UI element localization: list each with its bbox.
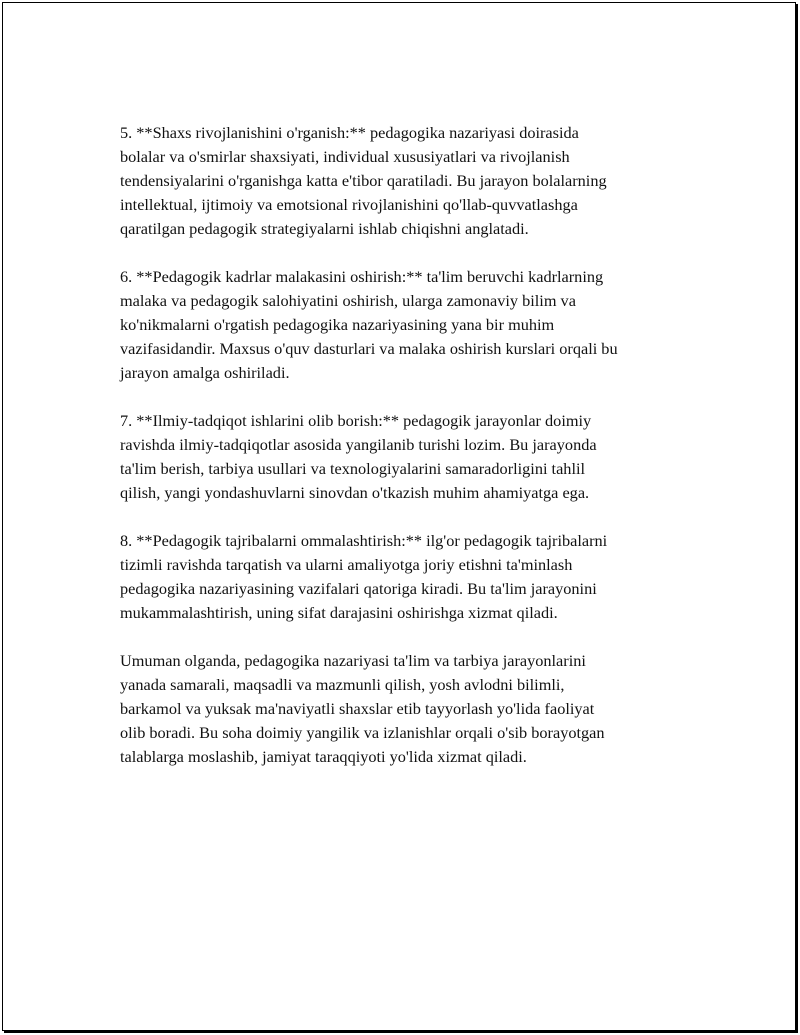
text-line: ravishda ilmiy-tadqiqotlar asosida yangilanib turishi lozim. Bu jarayonda <box>120 435 597 454</box>
text-line: Umuman olganda, pedagogika nazariyasi ta'lim va tarbiya jarayonlarini <box>120 651 586 670</box>
paragraph-kadrlar-malakasi <box>120 265 700 385</box>
text-line: jarayon amalga oshiriladi. <box>120 363 290 382</box>
text-line: qaratilgan pedagogik strategiyalarni ishlab chiqishni anglatadi. <box>120 219 529 238</box>
document-body <box>120 121 700 793</box>
text-line: 6. **Pedagogik kadrlar malakasini oshirish:** ta'lim beruvchi kadrlarning <box>120 267 604 286</box>
paragraph-tajribalarni-ommalashtirish <box>120 529 700 625</box>
text-line: vazifasidandir. Maxsus o'quv dasturlari va malaka oshirish kurslari orqali bu <box>120 339 618 358</box>
text-line: qilish, yangi yondashuvlarni sinovdan o'tkazish muhim ahamiyatga ega. <box>120 483 590 502</box>
document-page <box>2 2 796 1031</box>
paragraph-shaxs-rivojlanishi <box>120 121 700 241</box>
text-line: yanada samarali, maqsadli va mazmunli qilish, yosh avlodni bilimli, <box>120 675 565 694</box>
text-line: intellektual, ijtimoiy va emotsional rivojlanishini qo'llab-quvvatlashga <box>120 195 578 214</box>
text-line: olib boradi. Bu soha doimiy yangilik va izlanishlar orqali o'sib borayotgan <box>120 723 605 742</box>
paragraph-ilmiy-tadqiqot <box>120 409 700 505</box>
text-line: ko'nikmalarni o'rgatish pedagogika nazariyasining yana bir muhim <box>120 315 555 334</box>
text-line: talablarga moslashib, jamiyat taraqqiyoti yo'lida xizmat qiladi. <box>120 747 527 766</box>
text-line: bolalar va o'smirlar shaxsiyati, individual xususiyatlari va rivojlanish <box>120 147 570 166</box>
text-line: pedagogika nazariyasining vazifalari qatoriga kiradi. Bu ta'lim jarayonini <box>120 579 597 598</box>
text-line: ta'lim berish, tarbiya usullari va texnologiyalarini samaradorligini tahlil <box>120 459 586 478</box>
text-line: 8. **Pedagogik tajribalarni ommalashtirish:** ilg'or pedagogik tajribalarni <box>120 531 608 550</box>
text-line: 7. **Ilmiy-tadqiqot ishlarini olib borish:** pedagogik jarayonlar doimiy <box>120 411 592 430</box>
text-line: tizimli ravishda tarqatish va ularni amaliyotga joriy etishni ta'minlash <box>120 555 573 574</box>
paragraph-conclusion <box>120 649 700 769</box>
text-line: 5. **Shaxs rivojlanishini o'rganish:** pedagogika nazariyasi doirasida <box>120 123 579 142</box>
text-line: barkamol va yuksak ma'naviyatli shaxslar etib tayyorlash yo'lida faoliyat <box>120 699 595 718</box>
text-line: malaka va pedagogik salohiyatini oshirish, ularga zamonaviy bilim va <box>120 291 576 310</box>
text-line: tendensiyalarini o'rganishga katta e'tibor qaratiladi. Bu jarayon bolalarning <box>120 171 607 190</box>
text-line: mukammalashtirish, uning sifat darajasini oshirishga xizmat qiladi. <box>120 603 558 622</box>
